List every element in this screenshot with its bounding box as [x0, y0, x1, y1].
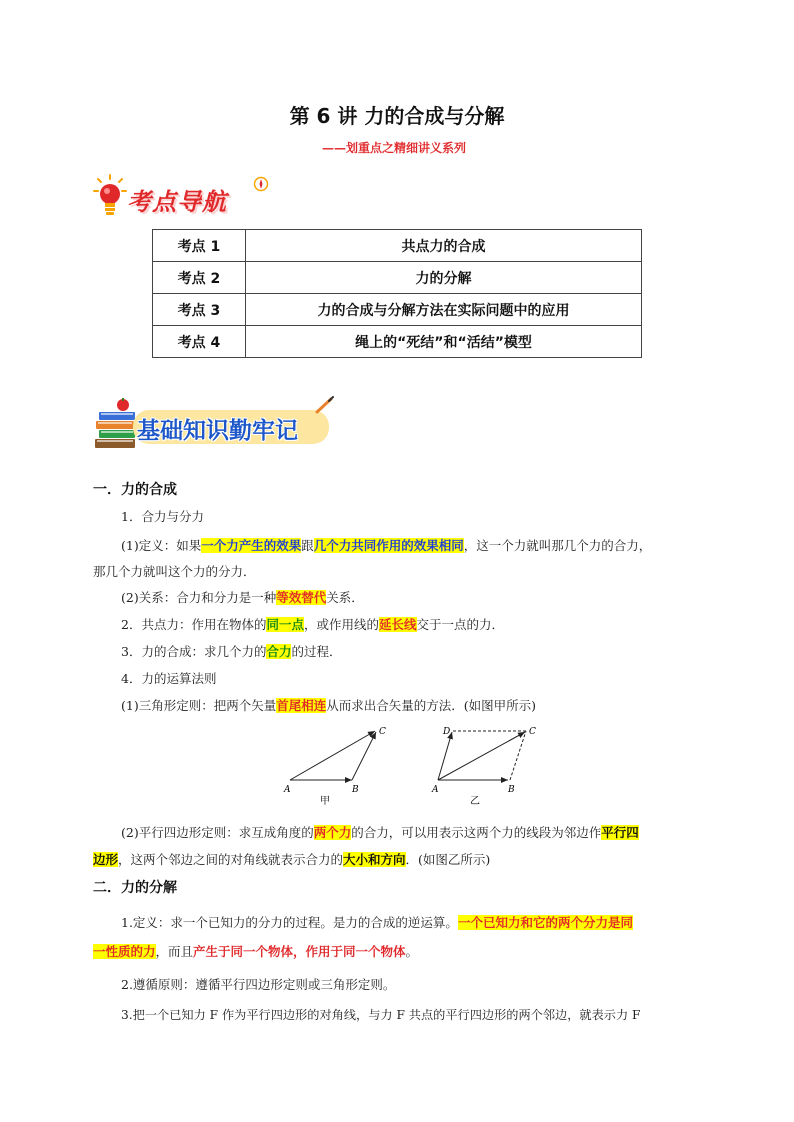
paragraph-definition	[121, 536, 651, 554]
highlight: 合力	[266, 644, 292, 659]
banner-jichu-label: 基础知识勤牢记	[137, 418, 298, 444]
caption-jia: 甲	[320, 796, 330, 807]
text: (2)关系：合力和分力是一种	[121, 590, 277, 605]
page-subtitle: ——划重点之精细讲义系列	[322, 141, 467, 155]
text: ，这两个邻边之间的对角线就表示合力的	[118, 852, 344, 867]
label-C: C	[529, 727, 536, 737]
text: 2．共点力：作用在物体的	[121, 617, 267, 632]
highlight: 同一点	[266, 617, 304, 632]
table-cell-topic: 绳上的“死结”和“活结”模型	[246, 326, 642, 358]
highlight: 一个已知力和它的两个分力是同	[457, 915, 633, 930]
page-title: 第 6 讲 力的合成与分解	[289, 104, 505, 128]
text: ，这一个力就叫那几个力的合力，	[463, 538, 652, 553]
text: 的合力，可以用表示这两个力的线段为邻边作	[351, 825, 602, 840]
text: 跟	[301, 538, 314, 553]
highlight: 一个力产生的效果	[201, 538, 302, 553]
table-row	[153, 262, 642, 294]
paragraph-principle: 2.遵循原则：遵循平行四边形定则或三角形定则。	[121, 977, 396, 992]
table-cell-label: 考点 1	[153, 230, 246, 262]
banner-kaodian-label: 考点导航	[127, 188, 227, 216]
text: (1)定义：如果	[121, 538, 202, 553]
paragraph-decomposition-def	[121, 913, 633, 931]
pen-icon	[315, 396, 335, 414]
label-A: A	[432, 785, 439, 795]
caption-yi: 乙	[470, 796, 480, 807]
banner-jichu	[93, 396, 343, 452]
compass-icon	[253, 176, 269, 192]
highlight: 首尾相连	[276, 698, 327, 713]
text: ，而且	[155, 944, 194, 959]
paragraph-triangle-rule	[121, 696, 536, 714]
text: 的过程．	[291, 644, 342, 659]
paragraph-decomposition-method: 3.把一个已知力 F 作为平行四边形的对角线，与力 F 共点的平行四边形的两个邻边，就表示力 F	[121, 1008, 641, 1022]
table-row	[153, 230, 642, 262]
vector-AD	[438, 732, 452, 780]
paragraph-composition	[121, 642, 342, 660]
banner-kaodian	[93, 174, 273, 220]
label-B: B	[508, 785, 515, 795]
figure-parallelogram-yi	[430, 722, 546, 808]
label-B: B	[352, 785, 359, 795]
text: 交于一点的力．	[416, 617, 505, 632]
table-cell-topic: 共点力的合成	[246, 230, 642, 262]
paragraph-relation	[121, 588, 364, 606]
section-heading-1: 一．力的合成	[93, 482, 177, 498]
paragraph-rules: 4．力的运算法则	[121, 671, 217, 686]
section-heading-2: 二．力的分解	[93, 880, 177, 896]
table-row	[153, 326, 642, 358]
vector-AC	[290, 731, 375, 780]
text: 关系．	[326, 590, 364, 605]
highlight: 一性质的力	[93, 944, 156, 959]
highlight: 平行四	[601, 825, 639, 840]
table-cell-label: 考点 2	[153, 262, 246, 294]
paragraph-parallelogram-rule	[121, 823, 639, 841]
label-D: D	[443, 727, 451, 737]
label-C: C	[379, 727, 386, 737]
highlight: 等效替代	[276, 590, 327, 605]
table-cell-label: 考点 4	[153, 326, 246, 358]
text: 3．力的合成：求几个力的	[121, 644, 267, 659]
paragraph-parallelogram-rule-line2	[93, 850, 490, 868]
text: 从而求出合矢量的方法．(如图甲所示)	[326, 698, 536, 713]
vector-BC	[352, 732, 376, 780]
paragraph-concurrent-force	[121, 615, 504, 633]
dashed-BC	[510, 731, 526, 780]
figure-triangle-jia	[282, 722, 392, 808]
text: (1)三角形定则：把两个矢量	[121, 698, 277, 713]
table-cell-label: 考点 3	[153, 294, 246, 326]
text: ，或作用线的	[303, 617, 379, 632]
lightbulb-icon	[93, 174, 127, 220]
text: ．(如图乙所示)	[405, 852, 491, 867]
highlight: 边形	[93, 852, 119, 867]
table-cell-topic: 力的分解	[246, 262, 642, 294]
highlight: 几个力共同作用的效果相同	[313, 538, 464, 553]
label-A: A	[284, 785, 291, 795]
text: (2)平行四边形定则：求互成角度的	[121, 825, 314, 840]
paragraph-definition-line2: 那几个力就叫这个力的分力．	[93, 564, 256, 579]
kaodian-table	[152, 229, 642, 358]
highlight: 大小和方向	[343, 852, 406, 867]
paragraph-decomposition-def-line2	[93, 942, 418, 960]
highlight: 两个力	[313, 825, 352, 840]
emphasis: 产生于同一个物体，作用于同一个物体	[193, 944, 406, 959]
text: 1.定义：求一个已知力的分力的过程。是力的合成的逆运算。	[121, 915, 458, 930]
text: 。	[405, 944, 419, 959]
table-row	[153, 294, 642, 326]
sub-heading: 1．合力与分力	[121, 509, 204, 524]
table-cell-topic: 力的合成与分解方法在实际问题中的应用	[246, 294, 642, 326]
highlight: 延长线	[379, 617, 417, 632]
